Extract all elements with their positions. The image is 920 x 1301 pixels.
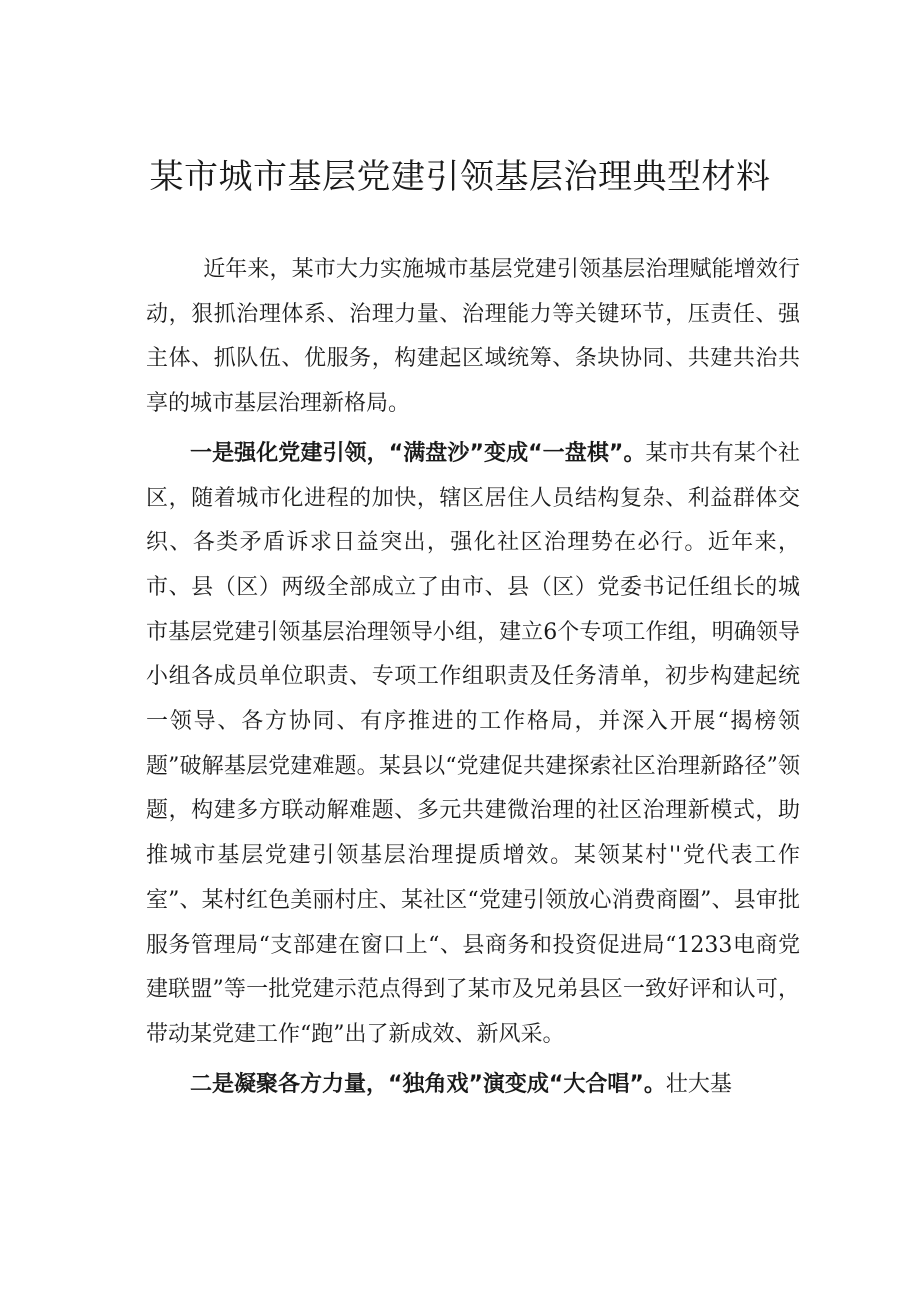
document-title: 某市城市基层党建引领基层治理典型材料 bbox=[149, 157, 771, 197]
document-body bbox=[146, 248, 800, 1107]
paragraph-intro bbox=[146, 248, 800, 427]
paragraph-point-one bbox=[146, 432, 800, 1058]
paragraph-heading: 一是强化党建引领，“满盘沙”变成“一盘棋”。 bbox=[190, 440, 646, 466]
paragraph-text: 某市共有某个社区，随着城市化进程的加快，辖区居住人员结构复杂、利益群体交织、各类矛盾诉求日益突出，强化社区治理势在必行。近年来，市、县（区）两级全部成立了由市、县（区）党委书记任组长的城市基层党建引领基层治理领导小组，建立6个专项工作组，明确领导小组各成员单位职责、专项工作组职责及任务清单，初步构建起统一领导、各方协同、有序推进的工作格局，并深入开展“揭榜领题”破解基层党建难题。某县以“党建促共建探索社区治理新路径”领题，构建多方联动解难题、多元共建微治理的社区治理新模式，助推城市基层党建引领基层治理提质增效。某领某村''党代表工作室”、某村红色美丽村庄、某社区“党建引领放心消费商圈”、县审批服务管理局“支部建在窗口上“、县商务和投资促进局“1233电商党建联盟”等一批党建示范点得到了某市及兄弟县区一致好评和认可，带动某党建工作“跑”出了新成效、新风采。 bbox=[146, 440, 800, 1047]
paragraph-heading: 二是凝聚各方力量，“独角戏”演变成“大合唱”。 bbox=[190, 1071, 666, 1097]
paragraph-point-two bbox=[146, 1063, 800, 1108]
paragraph-text: 近年来，某市大力实施城市基层党建引领基层治理赋能增效行动，狠抓治理体系、治理力量、治理能力等关键环节，压责任、强主体、抓队伍、优服务，构建起区域统筹、条块协同、共建共治共享的城市基层治理新格局。 bbox=[146, 257, 800, 417]
paragraph-text: 壮大基 bbox=[665, 1071, 732, 1097]
